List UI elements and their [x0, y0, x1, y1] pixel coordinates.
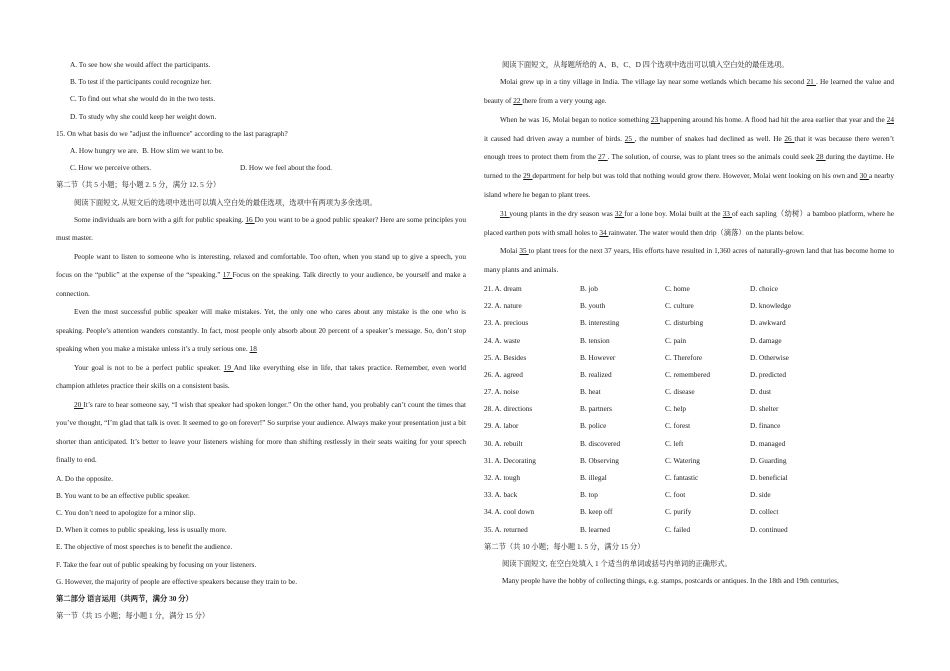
- choice-cell: B. tension: [580, 335, 610, 345]
- choice-cell: C. Therefore: [665, 352, 703, 362]
- blank-24: 24: [886, 114, 895, 124]
- option-f: F. Take the fear out of public speaking by focusing on your listeners.: [56, 559, 257, 569]
- choice-row: [484, 314, 894, 331]
- choice-cell: B. job: [580, 283, 598, 293]
- text: to plant trees for the next 37 years, His efforts have resulted in 1,360 acres of naturally-grown land that has become home to many plants and animals.: [484, 246, 894, 275]
- blank-21: 21: [806, 77, 816, 87]
- blank-29: 29: [523, 171, 533, 181]
- choice-cell: 25. A. Besides: [484, 352, 527, 362]
- choice-cell: B. police: [580, 421, 607, 431]
- choice-cell: 28. A. directions: [484, 404, 533, 414]
- left-column: [56, 56, 466, 624]
- q15-stem: 15. On what basis do we "adjust the influence" according to the last paragraph?: [56, 128, 288, 138]
- choice-cell: 23. A. precious: [484, 318, 529, 328]
- text: a nearby island where he began to plant trees.: [484, 171, 894, 199]
- blank-31: 31: [500, 208, 510, 218]
- cloze-paragraph-4: [484, 242, 894, 280]
- choice-cell: C. remembered: [665, 369, 710, 379]
- text: for a lone boy. Molai built at the: [624, 208, 721, 218]
- choice-cell: C. pain: [665, 335, 687, 345]
- text: young plants in the dry season was: [509, 208, 613, 218]
- choice-cell: B. heat: [580, 387, 601, 397]
- choice-cell: B. keep off: [580, 507, 613, 517]
- text: . The solution, of course, was to plant trees so the animals could seek: [607, 152, 814, 162]
- blank-32: 32: [614, 208, 625, 218]
- choice-cell: B. Observing: [580, 455, 619, 465]
- cloze-choices-table: [484, 280, 894, 538]
- blank-18: 18: [249, 344, 257, 354]
- q14-option-d: D. To study why she could keep her weight down.: [70, 111, 217, 121]
- choice-row: [484, 452, 894, 469]
- text: happening around his home. A flood had hit the area earlier that year and the: [660, 114, 885, 124]
- cloze-paragraph-2: [484, 111, 894, 205]
- choice-cell: 33. A. back: [484, 490, 518, 500]
- choice-cell: D. shelter: [750, 404, 779, 414]
- choice-cell: B. top: [580, 490, 598, 500]
- section2-instruction: 阅读下面短文, 从短文后的选项中选出可以填入空白处的最佳选项，选项中有两项为多余选项。: [74, 197, 377, 207]
- option-b: B. You want to be an effective public speaker.: [56, 490, 190, 500]
- text: department for help but was told that nothing would grow there. However, Molai went looking on his own and: [532, 171, 858, 181]
- choice-cell: 35. A. returned: [484, 524, 528, 534]
- option-d: D. When it comes to public speaking, less is usually more.: [56, 525, 227, 535]
- choice-cell: C. disease: [665, 387, 695, 397]
- blank-22: 22: [513, 95, 523, 105]
- choice-cell: B. partners: [580, 404, 613, 414]
- part2-section1-header: 第一节（共 15 小题；每小题 1 分，满分 15 分）: [56, 611, 210, 621]
- passage-paragraph-2: [56, 248, 466, 304]
- blank-27: 27: [598, 152, 608, 162]
- text: Your goal is not to be a perfect public speaker.: [74, 362, 221, 372]
- choice-cell: B. However: [580, 352, 616, 362]
- cloze-paragraph-1: [484, 73, 894, 111]
- q15-c: C. How we perceive others.: [70, 163, 152, 173]
- blank-23: 23: [650, 114, 661, 124]
- q15-d: D. How we feel about the food.: [240, 163, 332, 173]
- choice-cell: C. failed: [665, 524, 691, 534]
- q15-a: A. How hungry we are.: [70, 145, 139, 155]
- choice-row: [484, 486, 894, 503]
- choice-cell: 27. A. noise: [484, 387, 519, 397]
- blank-26: 26: [784, 133, 795, 143]
- text: rainwater. The water would then drip（滴落）on the plants below.: [608, 227, 804, 237]
- passage-paragraph-3: [56, 303, 466, 359]
- passage-paragraph-5: [56, 396, 466, 470]
- cloze-instruction: 阅读下面短文，从每题所给的 A、B、C、D 四个选项中选出可以填入空白处的最佳选项。: [502, 60, 789, 69]
- choice-cell: D. collect: [750, 507, 779, 517]
- choice-cell: D. knowledge: [750, 301, 791, 311]
- choice-row: [484, 297, 894, 314]
- q15-option-a: [56, 142, 466, 159]
- choice-cell: 34. A. cool down: [484, 507, 535, 517]
- blank-17: 17: [222, 270, 233, 280]
- choice-cell: C. disturbing: [665, 318, 704, 328]
- part2-title: 第二部分 语言运用（共两节，满分 30 分）: [56, 594, 193, 603]
- choice-row: [484, 469, 894, 486]
- option-a: A. Do the opposite.: [56, 473, 113, 483]
- text: . He learned the value and beauty of: [484, 77, 894, 105]
- choice-cell: B. realized: [580, 369, 612, 379]
- choice-cell: D. dust: [750, 387, 772, 397]
- choice-cell: C. Watering: [665, 455, 700, 465]
- choice-cell: D. predicted: [750, 369, 787, 379]
- passage-paragraph-1: [56, 211, 466, 248]
- choice-row: [484, 332, 894, 349]
- choice-cell: C. foot: [665, 490, 686, 500]
- q14-option-b: B. To test if the participants could recognize her.: [70, 77, 212, 87]
- text: , the number of snakes had declined as well. He: [634, 133, 782, 143]
- text: Do you want to be a good public speaker? Here are some principles you must master.: [56, 214, 467, 243]
- text: during the daytime. He turned to the: [484, 152, 895, 181]
- choice-cell: C. home: [665, 283, 690, 293]
- choice-cell: C. purify: [665, 507, 692, 517]
- text: it caused had driven away a number of birds.: [484, 133, 623, 143]
- text: And like everything else in life, that takes practice. Remember, even world champion athletes practice their skills on a consistent basis.: [56, 362, 466, 391]
- choice-row: [484, 400, 894, 417]
- choice-cell: D. awkward: [750, 318, 786, 328]
- choice-cell: C. fantastic: [665, 473, 699, 483]
- choice-cell: D. Guarding: [750, 455, 787, 465]
- text: Molai grew up in a tiny village in India. The village lay near some wetlands which became his second: [500, 77, 805, 87]
- choice-row: [484, 366, 894, 383]
- section2-instruction-right: 阅读下面短文, 在空白处填入 1 个适当的单词或括号内单词的正确形式。: [502, 558, 732, 568]
- option-g: G. However, the majority of people are effective speakers because they train to be.: [56, 576, 298, 586]
- text: When he was 16, Molai began to notice something: [500, 114, 649, 124]
- text: Some individuals are born with a gift for public speaking.: [74, 214, 244, 224]
- choice-row: [484, 503, 894, 520]
- choice-cell: 30. A. rebuilt: [484, 438, 523, 448]
- choice-row: [484, 280, 894, 297]
- q14-option-c: C. To find out what she would do in the two tests.: [70, 94, 216, 104]
- choice-cell: D. side: [750, 490, 771, 500]
- choice-cell: B. youth: [580, 301, 606, 311]
- choice-cell: 22. A. nature: [484, 301, 522, 311]
- right-column: [484, 56, 894, 589]
- choice-cell: D. choice: [750, 283, 778, 293]
- blank-35: 35: [519, 246, 529, 256]
- text: Focus on the speaking. Talk directly to your audience, be yourself and make a connection.: [56, 270, 466, 298]
- blank-30: 30: [859, 171, 869, 181]
- passage-paragraph-4: [56, 359, 466, 396]
- choice-cell: D. continued: [750, 524, 788, 534]
- choice-row: [484, 349, 894, 366]
- choice-cell: 29. A. labor: [484, 421, 519, 431]
- text: there from a very young age.: [522, 95, 607, 105]
- choice-cell: B. illegal: [580, 473, 607, 483]
- choice-cell: 24. A. waste: [484, 335, 521, 345]
- q15-b: B. How slim we want to be.: [142, 145, 224, 155]
- section2-header-right: 第二节（共 10 小题；每小题 1. 5 分，满分 15 分）: [484, 541, 645, 551]
- blank-19: 19: [223, 362, 234, 372]
- choice-cell: B. learned: [580, 524, 610, 534]
- choice-cell: C. help: [665, 404, 687, 414]
- blank-28: 28: [816, 152, 826, 162]
- choice-cell: B. interesting: [580, 318, 620, 328]
- grammar-passage-first-line: Many people have the hobby of collecting things, e.g. stamps, postcards or antiques. In the 18th and 19th centuries,: [502, 576, 839, 586]
- option-c: C. You don’t need to apologize for a minor slip.: [56, 508, 196, 518]
- text: It’s rare to hear someone say, “I wish that speaker had spoken longer.” On the other hand, you probably can’t count the times that you’ve thought, “I’m glad that talk is over. It seemed to go on forever!” So surprise your audience. Always make your presentation just a bit shorter than anticipated. It’s better to leave your listeners wishing for more than shifting restlessly in their seats waiting for your speech finally to end.: [56, 399, 466, 465]
- choice-cell: D. Otherwise: [750, 352, 789, 362]
- choice-cell: C. culture: [665, 301, 694, 311]
- text: Molai: [500, 246, 518, 256]
- choice-cell: D. finance: [750, 421, 781, 431]
- choice-cell: D. managed: [750, 438, 786, 448]
- blank-20: 20: [74, 399, 84, 409]
- choice-cell: 26. A. agreed: [484, 369, 523, 379]
- choice-cell: D. damage: [750, 335, 782, 345]
- q14-option-a: A. To see how she would affect the participants.: [70, 60, 211, 69]
- option-e: E. The objective of most speeches is to benefit the audience.: [56, 542, 233, 552]
- choice-row: [484, 383, 894, 400]
- blank-33: 33: [722, 208, 732, 218]
- cloze-paragraph-3: [484, 205, 894, 243]
- choice-cell: 32. A. tough: [484, 473, 521, 483]
- text: People want to listen to someone who is interesting, relaxed and comfortable. Too often, when you stand up to give a speech, you focus on the “public” at the expense of the “speaking.”: [56, 251, 466, 280]
- choice-cell: 31. A. Decorating: [484, 455, 536, 465]
- q15-option-cd: [56, 159, 466, 176]
- choice-cell: B. discovered: [580, 438, 621, 448]
- choice-row: [484, 435, 894, 452]
- choice-cell: C. left: [665, 438, 684, 448]
- text: Even the most successful public speaker will make mistakes. Yet, the only one who cares about any mistake is the one who is speaking. People’s attention wanders constantly. In fact, most people only absorb about 20 percent of a speaker’s message. So, don’t stop speaking when you make a mistake unless it’s a truly serious one.: [56, 307, 466, 354]
- choice-row: [484, 521, 894, 538]
- choice-cell: C. forest: [665, 421, 691, 431]
- text: of each sapling（幼树）a bamboo platform, where he placed earthen pots with small holes to: [484, 208, 894, 237]
- choice-cell: 21. A. dream: [484, 283, 522, 293]
- blank-16: 16: [245, 214, 255, 224]
- choice-row: [484, 417, 894, 434]
- blank-25: 25: [624, 133, 635, 143]
- text: that it was because there weren’t enough trees to protect them from the: [484, 133, 895, 162]
- blank-34: 34: [599, 227, 609, 237]
- choice-cell: D. beneficial: [750, 473, 788, 483]
- section2-header: 第二节（共 5 小题；每小题 2. 5 分，满分 12. 5 分）: [56, 180, 221, 190]
